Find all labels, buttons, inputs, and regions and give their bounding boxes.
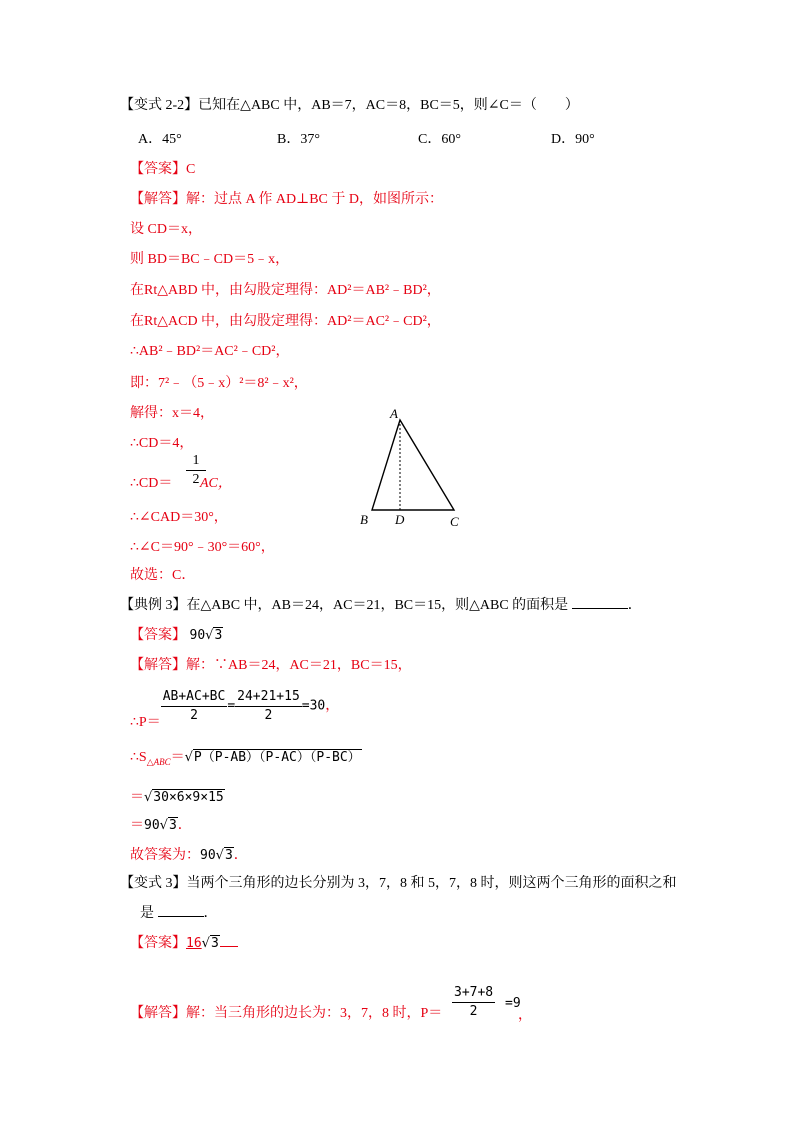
- result-line: [130, 816, 192, 836]
- product-radicand: 30×6×9×15: [153, 790, 224, 805]
- v3-p-num: 3+7+8: [452, 984, 495, 1003]
- answer-label: 【答案】: [130, 162, 186, 177]
- solution-v3-line-1: [130, 1004, 442, 1024]
- v3-p-den: 2: [469, 1004, 478, 1019]
- step-7: 即：7²﹣（5﹣x）²＝8²﹣x²，: [130, 376, 308, 391]
- p-result: =30: [301, 698, 326, 714]
- question-ex3-text: 在△ABC 中，AB＝24，AC＝21，BC＝15，则△ABC 的面积是: [186, 598, 569, 613]
- final-prefix: 故答案为：: [130, 848, 200, 863]
- answer-v3: [130, 934, 238, 954]
- answer-v22: [130, 160, 195, 180]
- step-text: 解：当三角形的边长为：3，7，8 时，P＝: [186, 1006, 443, 1021]
- answer-blank: [158, 904, 204, 917]
- choice-a: A．45°: [138, 132, 182, 147]
- eq-prefix: ＝: [130, 790, 144, 805]
- result-sqrt: √3: [159, 818, 177, 833]
- step-10: [130, 474, 172, 494]
- p-num1: AB+AC+BC: [161, 688, 228, 707]
- p-prefix: ∴P＝: [130, 714, 161, 730]
- sqrt-product-line: [130, 788, 225, 808]
- choice-d: D．90°: [551, 132, 595, 147]
- answer-underline: [220, 934, 238, 947]
- step-4: 在Rt△ABD 中，由勾股定理得：AD²＝AB²﹣BD²，: [130, 283, 441, 298]
- answer-coef: 90: [189, 628, 206, 643]
- s-eq: ＝: [170, 750, 185, 765]
- step-text: 解：过点 A 作 AD⊥BC 于 D，如图所示：: [186, 192, 444, 207]
- point-b-label: B: [360, 512, 368, 527]
- point-d-label: D: [395, 512, 405, 527]
- label-v3: 【变式 3】: [120, 876, 187, 891]
- solution-label: 【解答】: [130, 658, 186, 673]
- s-prefix: [130, 750, 185, 765]
- s-label: ∴S: [130, 750, 147, 765]
- answer-sqrt: √3: [201, 936, 219, 951]
- answer-radicand: 3: [214, 628, 223, 643]
- point-c-label: C: [450, 514, 459, 529]
- p-fraction-2: [235, 688, 302, 725]
- step-13: 故选：C．: [130, 568, 196, 583]
- half-tail: AC，: [200, 476, 232, 491]
- question-v3-text: 当两个三角形的边长分别为 3，7，8 和 5，7，8 时，则这两个三角形的面积之和: [186, 876, 677, 891]
- final-answer-line: [130, 846, 248, 866]
- p-fraction-1: [161, 688, 228, 725]
- heron-sqrt: √P（P-AB）（P-AC）（P-BC）: [184, 750, 361, 765]
- product-sqrt: √30×6×9×15: [144, 790, 224, 805]
- half-den: 2: [192, 472, 200, 487]
- point-a-label: A: [390, 406, 398, 421]
- half-num: 1: [186, 452, 206, 471]
- answer-radicand: 3: [210, 936, 219, 951]
- p-formula-line: [130, 688, 340, 730]
- question-v3-line-2: [140, 904, 218, 924]
- answer-sqrt: √3: [205, 628, 223, 643]
- choice-b: B．37°: [277, 132, 320, 147]
- p-den2: 2: [264, 708, 273, 723]
- solution-ex3-line-1: [130, 656, 412, 676]
- v3-p-result: =9: [505, 996, 521, 1011]
- final-coef: 90: [200, 848, 216, 863]
- heron-radicand: P（P-AB）（P-AC）（P-BC）: [193, 750, 361, 765]
- question-v22: [120, 96, 579, 116]
- p-den1: 2: [190, 708, 198, 723]
- triangle-abc: [372, 420, 454, 510]
- answer-label: 【答案】: [130, 628, 186, 643]
- solution-label: 【解答】: [130, 192, 186, 207]
- v3-p-fraction: [452, 984, 495, 1021]
- question-ex3: [120, 596, 642, 616]
- answer-label: 【答案】: [130, 936, 186, 951]
- step-5: 在Rt△ACD 中，由勾股定理得：AD²＝AC²﹣CD²，: [130, 314, 441, 329]
- solution-label: 【解答】: [130, 1006, 186, 1021]
- step-11: ∴∠CAD＝30°，: [130, 510, 228, 525]
- result-radicand: 3: [168, 818, 177, 833]
- step-8: 解得：x＝4，: [130, 406, 214, 421]
- step-text: 解：∵AB＝24，AC＝21，BC＝15，: [186, 658, 412, 673]
- final-radicand: 3: [224, 848, 233, 863]
- step-12: ∴∠C＝90°﹣30°＝60°，: [130, 540, 275, 555]
- answer-ex3: [130, 626, 223, 646]
- p-eq: =: [227, 698, 236, 714]
- step-3: 则 BD＝BC﹣CD＝5﹣x，: [130, 252, 290, 267]
- solution-v22-line-1: [130, 190, 443, 210]
- step-9: ∴CD＝4，: [130, 436, 194, 451]
- p-num2: 24+21+15: [235, 688, 302, 707]
- p-end: ，: [325, 698, 340, 714]
- question-v3-pre: 是: [140, 906, 154, 921]
- triangle-figure: [352, 402, 482, 532]
- choice-c: C．60°: [418, 132, 461, 147]
- s-subscript: △ABC: [146, 756, 171, 767]
- question-v3: [120, 874, 677, 894]
- result-end: ．: [177, 818, 192, 833]
- answer-blank: [572, 596, 628, 609]
- question-end: ．: [627, 598, 642, 613]
- v3-line-end: ，: [518, 1008, 532, 1023]
- step-6: ∴AB²﹣BD²＝AC²﹣CD²，: [130, 344, 290, 359]
- question-v22-text: 已知在△ABC 中，AB＝7，AC＝8，BC＝5，则∠C＝（ ）: [198, 98, 579, 113]
- step-2: 设 CD＝x，: [130, 222, 202, 237]
- label-ex3: 【典例 3】: [120, 598, 187, 613]
- final-sqrt: √3: [215, 848, 233, 863]
- area-formula-line: [130, 748, 362, 768]
- answer-value: C: [186, 162, 196, 177]
- question-v3-end: ．: [203, 906, 218, 921]
- answer-coef: 16: [186, 936, 202, 951]
- step-text: ∴CD＝: [130, 476, 173, 491]
- eq-prefix: ＝: [130, 818, 144, 833]
- final-end: ．: [233, 848, 248, 863]
- result-coef: 90: [144, 818, 160, 833]
- label-v22: 【变式 2-2】: [120, 98, 199, 113]
